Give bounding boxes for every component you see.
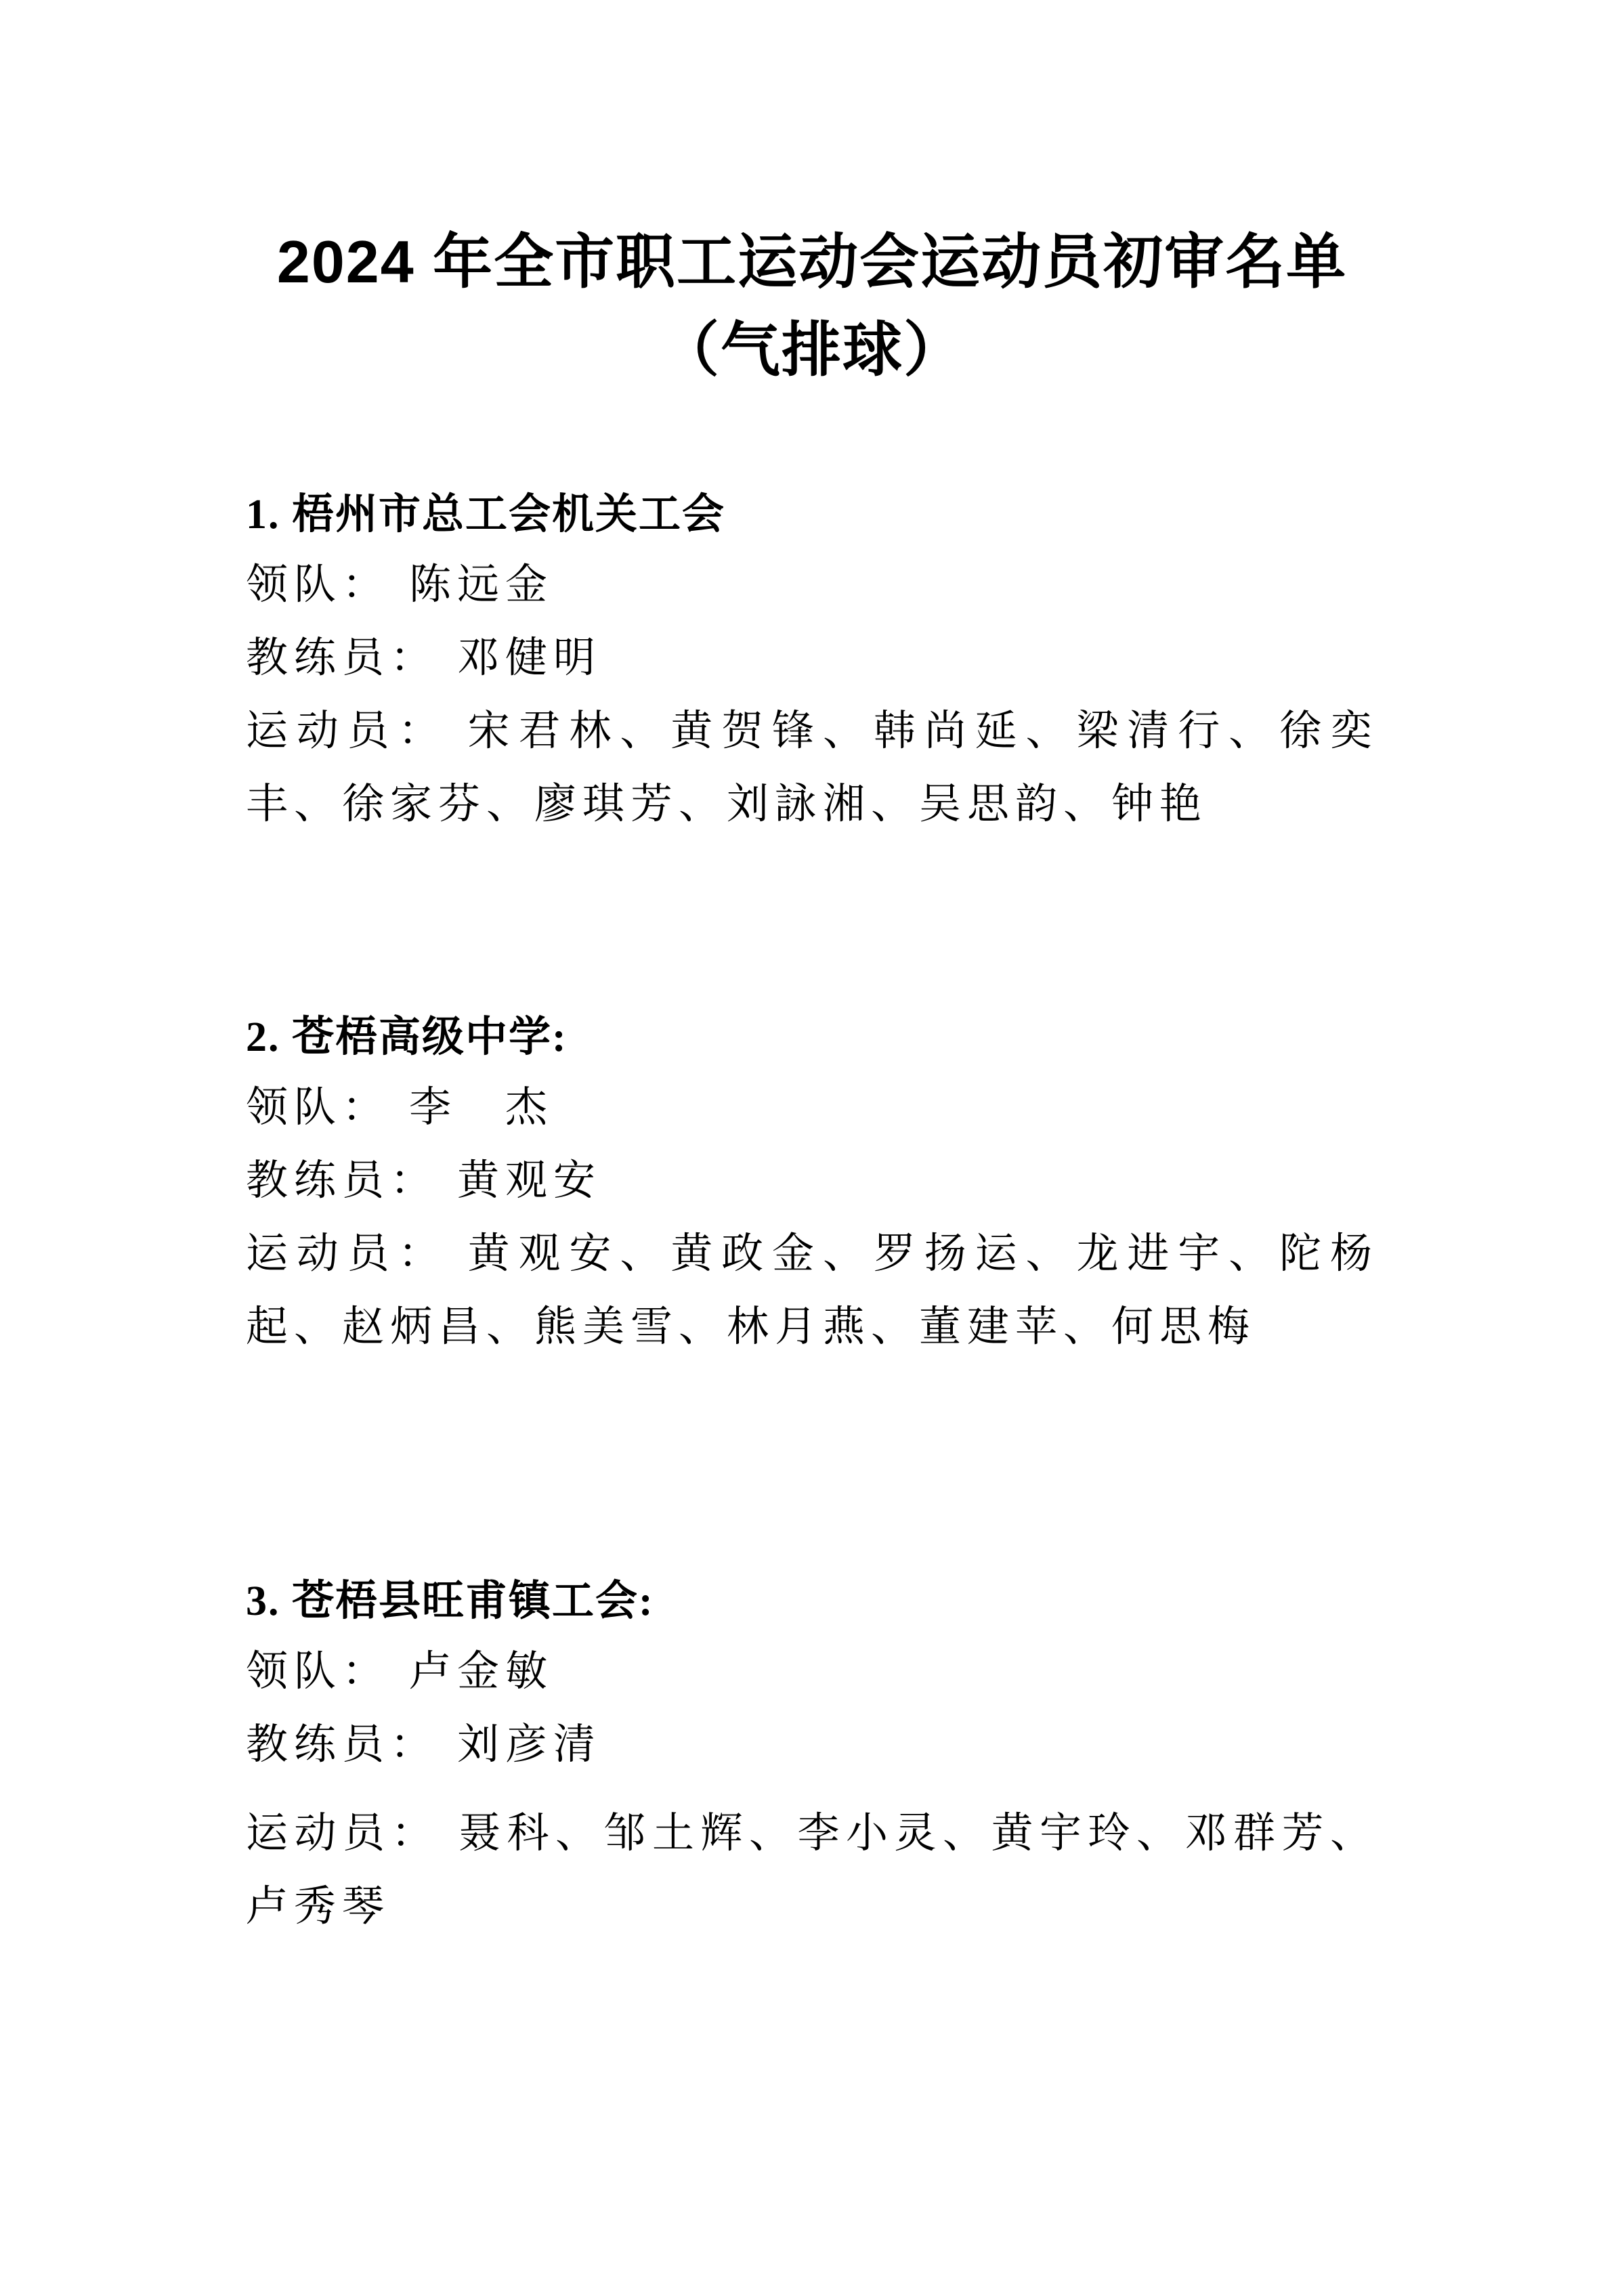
athletes-names: 黄观安、黄政金、罗扬运、龙进宇、陀杨起、赵炳昌、熊美雪、林月燕、董建苹、何思梅 bbox=[246, 1231, 1378, 1350]
coach-label: 教练员： bbox=[246, 1158, 439, 1204]
athletes-paragraph bbox=[246, 1217, 1378, 1364]
leader-label: 领队： bbox=[246, 1085, 391, 1131]
athletes-names: 宋君林、黄贺锋、韩尚延、梁清行、徐奕丰、徐家芬、廖琪芳、刘詠湘、吴思韵、钟艳 bbox=[246, 708, 1378, 827]
athletes-paragraph bbox=[246, 695, 1378, 841]
athletes-names: 聂科、邹土辉、李小灵、黄宇玲、邓群芳、卢秀琴 bbox=[246, 1811, 1378, 1930]
leader-name: 陈远金 bbox=[409, 562, 554, 608]
coach-line bbox=[246, 1708, 1378, 1781]
coach-name: 邓健明 bbox=[457, 635, 602, 681]
leader-label: 领队： bbox=[246, 562, 391, 608]
athletes-label: 运动员： bbox=[246, 708, 449, 754]
leader-line bbox=[246, 1635, 1378, 1708]
document-title bbox=[0, 0, 1624, 394]
athletes-label: 运动员： bbox=[246, 1231, 449, 1277]
coach-line bbox=[246, 1144, 1378, 1217]
coach-name: 黄观安 bbox=[457, 1158, 602, 1204]
section-2 bbox=[246, 1003, 1378, 1364]
section-heading: 1. 梧州市总工会机关工会 bbox=[246, 492, 726, 538]
document-title-line1: 2024 年全市职工运动会运动员初审名单 bbox=[276, 228, 1348, 295]
section-1 bbox=[246, 481, 1378, 841]
coach-name: 刘彦清 bbox=[457, 1722, 602, 1768]
coach-label: 教练员： bbox=[246, 635, 439, 681]
athletes-label: 运动员： bbox=[246, 1811, 440, 1857]
leader-name: 李 杰 bbox=[409, 1085, 554, 1131]
document-title-line2: （气排球） bbox=[659, 316, 964, 383]
coach-label: 教练员： bbox=[246, 1722, 439, 1768]
athletes-paragraph bbox=[246, 1797, 1378, 1943]
leader-line bbox=[246, 1071, 1378, 1144]
document-body bbox=[246, 481, 1378, 1943]
section-heading: 2. 苍梧高级中学: bbox=[246, 1014, 568, 1060]
leader-label: 领队： bbox=[246, 1649, 391, 1695]
section-3 bbox=[246, 1567, 1378, 1943]
leader-line bbox=[246, 548, 1378, 622]
coach-line bbox=[246, 622, 1378, 695]
section-heading: 3. 苍梧县旺甫镇工会: bbox=[246, 1578, 654, 1624]
leader-name: 卢金敏 bbox=[409, 1649, 554, 1695]
